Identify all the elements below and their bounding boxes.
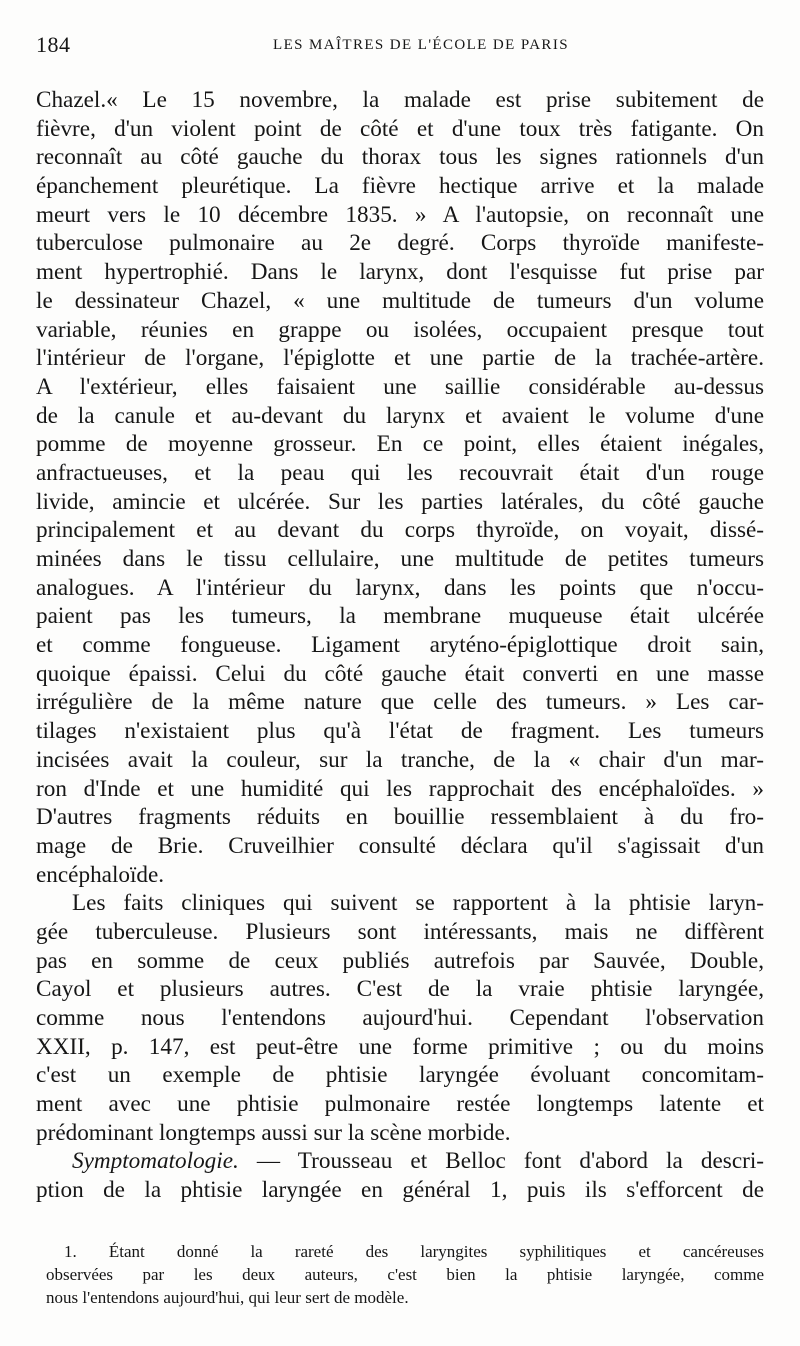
page-number: 184 (36, 32, 71, 57)
text-line: encéphaloïde. (36, 861, 165, 888)
text-line: anfractueuses, et la peau qui les recouvrait était d'un rouge (36, 459, 764, 486)
text-line: Cayol et plusieurs autres. C'est de la vraie phtisie laryngée, (36, 976, 764, 1003)
text-line: fièvre, d'un violent point de côté et d'une toux très fatigante. On (36, 115, 764, 142)
footnote-line: nous l'entendons aujourd'hui, qui leur sert de modèle. (46, 1288, 409, 1307)
text-line: tilages n'existaient plus qu'à l'état de fragment. Les tumeurs (36, 718, 764, 745)
text-line: — Trousseau et Belloc font d'abord la descri- (238, 1148, 764, 1175)
text-line: minées dans le tissu cellulaire, une multitude de petites tumeurs (36, 546, 764, 572)
text-line: ment hypertrophié. Dans le larynx, dont l'esquisse fut prise par (36, 259, 764, 286)
text-line: quoique épaissi. Celui du côté gauche était converti en une masse (36, 660, 764, 687)
body-text (36, 86, 764, 1205)
text-line: XXII, p. 147, est peut-être une forme primitive ; ou du moins (36, 1033, 764, 1060)
text-line: analogues. A l'intérieur du larynx, dans les points que n'occu- (36, 574, 764, 601)
footnote-line: observées par les deux auteurs, c'est bien la phtisie laryngée, comme (46, 1265, 764, 1284)
text-line: ron d'Inde et une humidité qui les rapprochait des encéphaloïdes. » (36, 775, 764, 802)
text-line: pas en somme de ceux publiés autrefois par Sauvée, Double, (36, 947, 764, 974)
text-line: l'intérieur de l'organe, l'épiglotte et une partie de la trachée-artère. (36, 345, 764, 372)
text-line: le dessinateur Chazel, « une multitude de tumeurs d'un volume (36, 287, 764, 314)
text-line: incisées avait la couleur, sur la tranche, de la « chair d'un mar- (36, 746, 764, 773)
running-title: LES MAÎTRES DE L'ÉCOLE DE PARIS (273, 37, 569, 53)
text-line: paient pas les tumeurs, la membrane muqueuse était ulcérée (36, 603, 764, 630)
footnote (46, 1240, 764, 1309)
section-heading-line (36, 1147, 764, 1176)
text-line: D'autres fragments réduits en bouillie ressemblaient à du fro- (36, 804, 764, 831)
text-line: pomme de moyenne grosseur. En ce point, elles étaient inégales, (36, 431, 764, 458)
text-line: prédominant longtemps aussi sur la scène morbide. (36, 1119, 511, 1146)
text-line: variable, réunies en grappe ou isolées, occupaient presque tout (36, 316, 764, 343)
text-line: Les faits cliniques qui suivent se rapportent à la phtisie laryn- (72, 890, 764, 917)
text-line: épanchement pleurétique. La fièvre hectique arrive et la malade (36, 173, 764, 200)
text-line: c'est un exemple de phtisie laryngée évoluant concomitam- (36, 1062, 764, 1089)
text-line: gée tuberculeuse. Plusieurs sont intéressants, mais ne diffèrent (36, 918, 764, 945)
text-line: principalement et au devant du corps thyroïde, on voyait, dissé- (36, 517, 764, 544)
text-line: meurt vers le 10 décembre 1835. » A l'autopsie, on reconnaît une (36, 201, 764, 228)
text-line: Chazel.« Le 15 novembre, la malade est prise subitement de (36, 87, 764, 113)
text-line: livide, amincie et ulcérée. Sur les parties latérales, du côté gauche (36, 488, 764, 515)
footnote-line: 1. Étant donné la rareté des laryngites syphilitiques et cancéreuses (64, 1242, 764, 1261)
text-line: de la canule et au-devant du larynx et avaient le volume d'une (36, 402, 764, 429)
text-line: irrégulière de la même nature que celle des tumeurs. » Les car- (36, 689, 764, 716)
text-line: ption de la phtisie laryngée en général 1, puis ils s'efforcent de (36, 1177, 764, 1204)
text-line: ment avec une phtisie pulmonaire restée longtemps latente et (36, 1091, 764, 1118)
text-line: et comme fongueuse. Ligament aryténo-épiglottique droit sain, (36, 632, 764, 659)
text-line: mage de Brie. Cruveilhier consulté déclara qu'il s'agissait d'un (36, 832, 764, 859)
text-line: reconnaît au côté gauche du thorax tous les signes rationnels d'un (36, 144, 764, 171)
section-heading: Symptomatologie. (72, 1148, 239, 1175)
text-line: A l'extérieur, elles faisaient une saillie considérable au-dessus (36, 373, 764, 400)
text-line: comme nous l'entendons aujourd'hui. Cependant l'observation (36, 1005, 764, 1031)
text-line: tuberculose pulmonaire au 2e degré. Corps thyroïde manifeste- (36, 230, 764, 257)
page-header (36, 30, 762, 60)
